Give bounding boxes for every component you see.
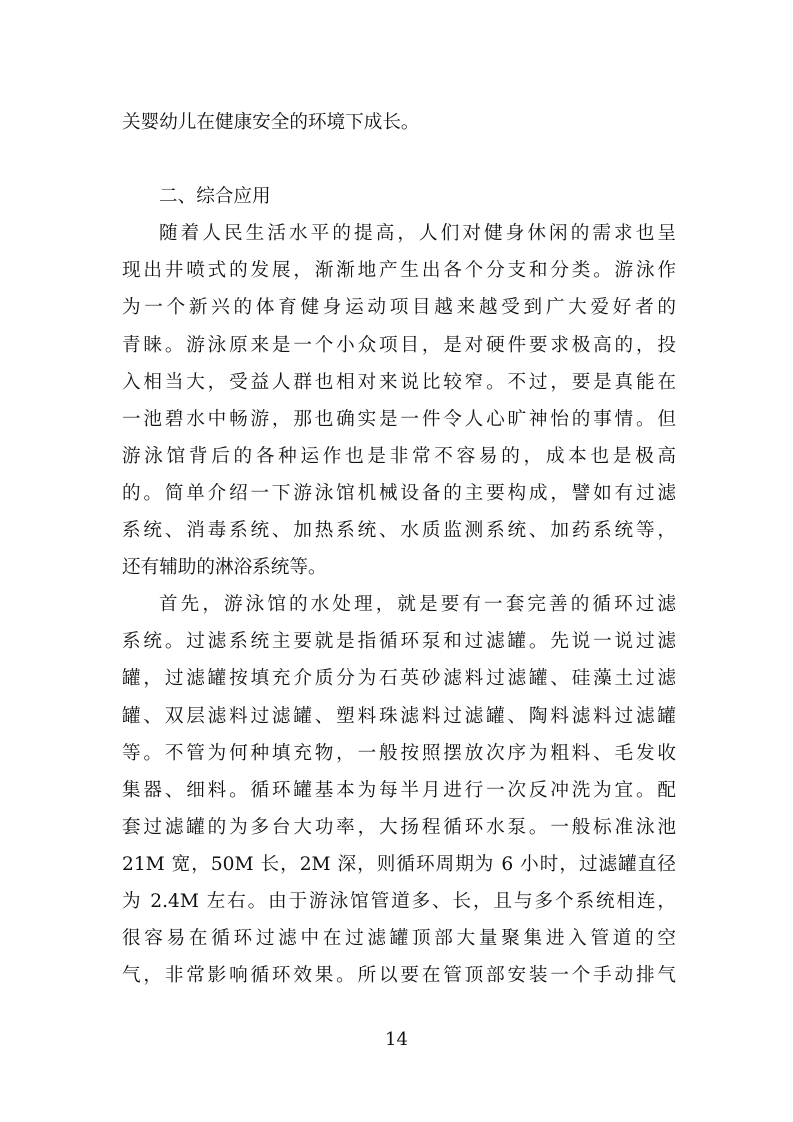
paragraph-1 [122,215,676,586]
paragraph-line: 罐、双层滤料过滤罐、塑料珠滤料过滤罐、陶料滤料过滤罐 [122,705,676,727]
paragraph-line: 为 2.4M 左右。由于游泳馆管道多、长，且与多个系统相连， [122,890,676,912]
paragraph-2 [122,586,676,994]
paragraph-line: 集器、细料。循环罐基本为每半月进行一次反冲洗为宜。配 [122,779,676,801]
carryover-line: 关婴幼儿在健康安全的环境下成长。 [122,112,420,133]
paragraph-line: 还有辅助的淋浴系统等。 [122,557,327,579]
paragraph-line: 随着人民生活水平的提高，人们对健身休闲的需求也呈 [159,223,676,245]
paragraph-line: 21M 宽，50M 长，2M 深，则循环周期为 6 小时，过滤罐直径 [122,853,676,875]
paragraph-line: 罐，过滤罐按填充介质分为石英砂滤料过滤罐、硅藻土过滤 [122,668,676,690]
paragraph-line: 气，非常影响循环效果。所以要在管顶部安装一个手动排气 [122,965,676,987]
paragraph-line: 一池碧水中畅游，那也确实是一件令人心旷神怡的事情。但 [122,408,676,430]
blank-line [122,141,676,178]
paragraph-line: 套过滤罐的为多台大功率，大扬程循环水泵。一般标准泳池 [122,816,676,838]
paragraph-line: 入相当大，受益人群也相对来说比较窄。不过，要是真能在 [122,371,676,393]
paragraph-line: 的。简单介绍一下游泳馆机械设备的主要构成，譬如有过滤 [122,482,676,504]
section-heading: 二、综合应用 [159,186,271,208]
paragraph-line: 为一个新兴的体育健身运动项目越来越受到广大爱好者的 [122,297,676,319]
paragraph-line: 系统、消毒系统、加热系统、水质监测系统、加药系统等， [122,520,676,542]
paragraph-line: 青睐。游泳原来是一个小众项目，是对硬件要求极高的，投 [122,334,676,356]
paragraph-line: 首先，游泳馆的水处理，就是要有一套完善的循环过滤 [159,594,676,616]
paragraph-line: 游泳馆背后的各种运作也是非常不容易的，成本也是极高 [122,445,676,467]
paragraph-line: 很容易在循环过滤中在过滤罐顶部大量聚集进入管道的空 [122,928,676,950]
paragraph-line: 系统。过滤系统主要就是指循环泵和过滤罐。先说一说过滤 [122,631,676,653]
page-body [122,104,676,994]
page-number: 14 [385,1029,408,1050]
paragraph-line: 等。不管为何种填充物，一般按照摆放次序为粗料、毛发收 [122,742,676,764]
paragraph-line: 现出井喷式的发展，渐渐地产生出各个分支和分类。游泳作 [122,260,676,282]
